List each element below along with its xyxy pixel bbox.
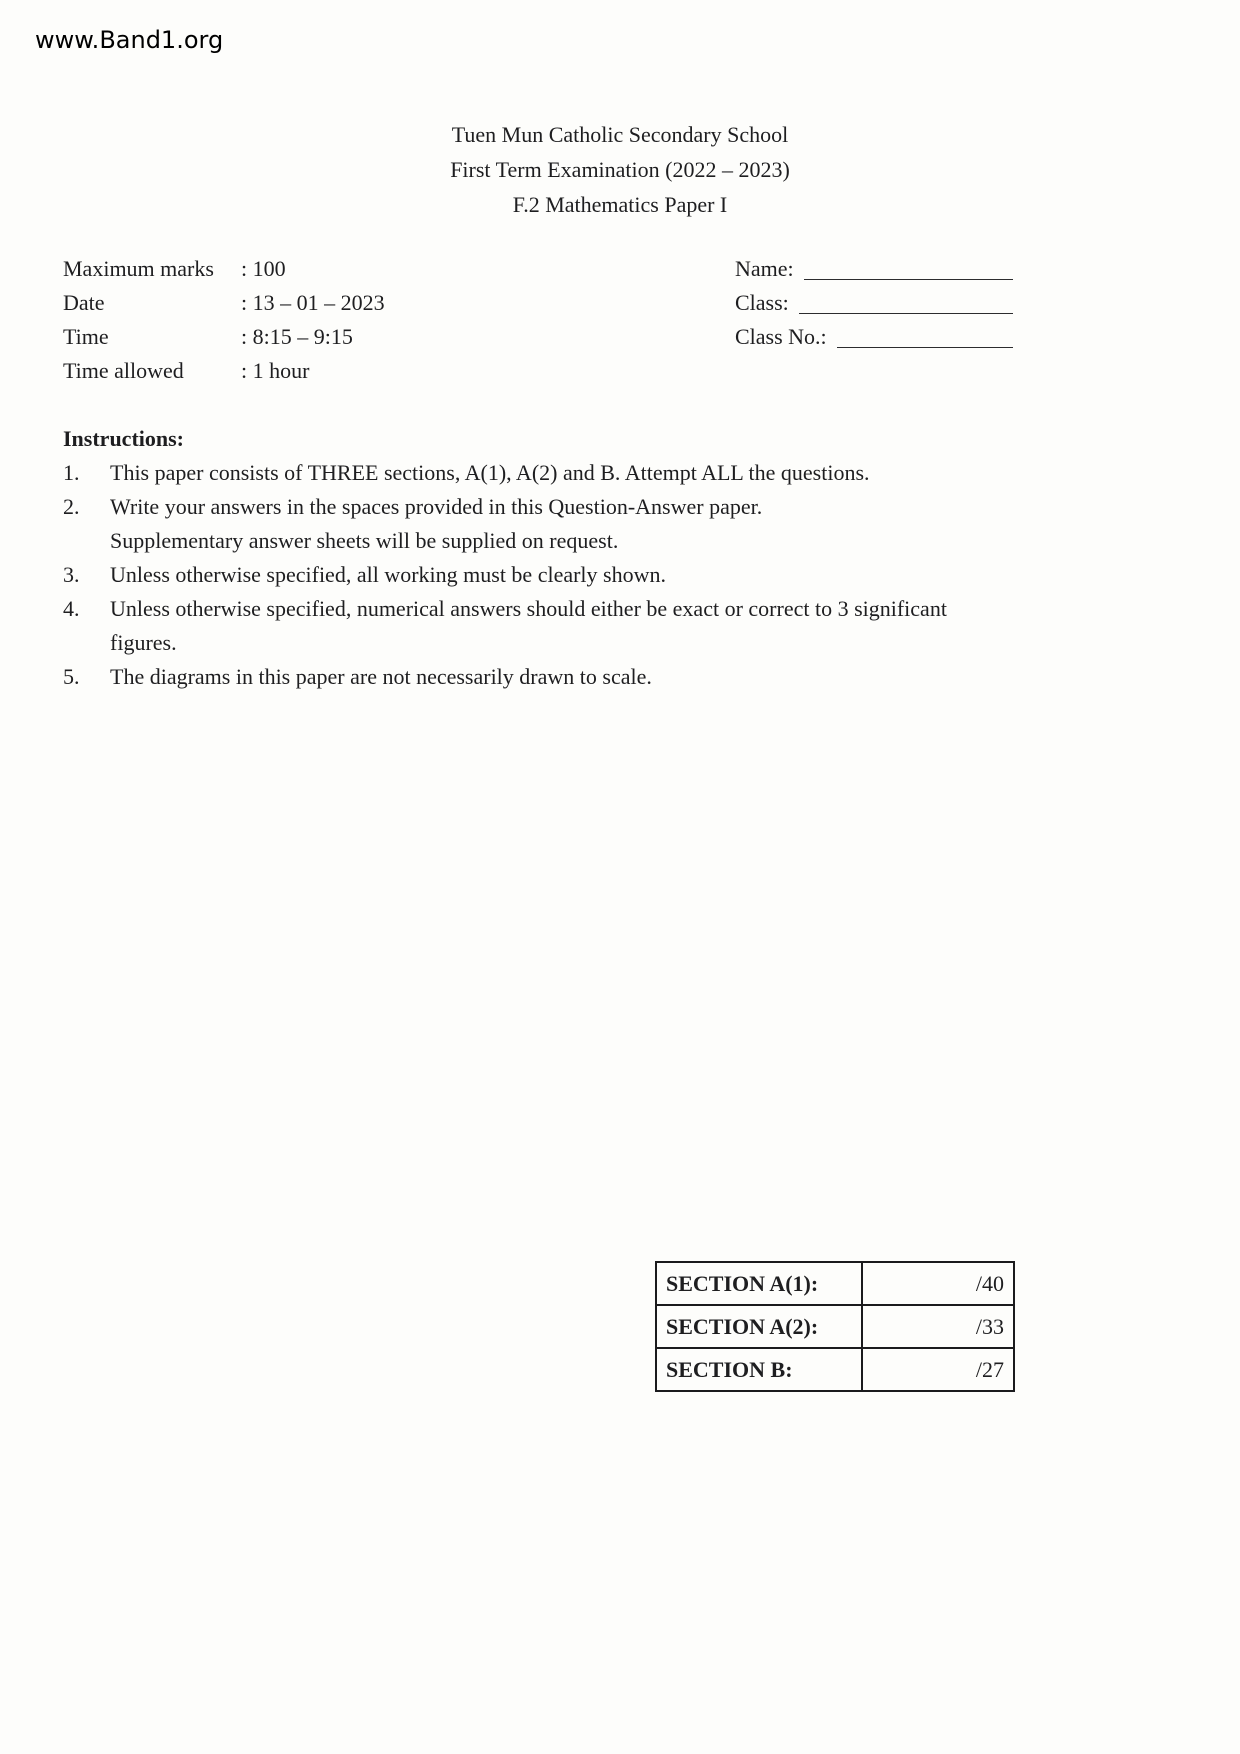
name-field-label: Name: xyxy=(735,256,794,281)
info-label: Time allowed xyxy=(63,358,184,383)
instruction-line: figures. xyxy=(110,630,177,655)
info-value: : 1 hour xyxy=(241,358,310,383)
instruction-number: 2. xyxy=(63,494,80,519)
exam-info-block xyxy=(63,252,385,388)
class-fill-in-line xyxy=(799,286,1013,314)
school-name: Tuen Mun Catholic Secondary School xyxy=(451,122,789,147)
instruction-item-4 xyxy=(63,592,978,660)
table-row-section-a2 xyxy=(656,1305,1014,1348)
instruction-line: Unless otherwise specified, all working must be clearly shown. xyxy=(110,562,666,587)
info-label: Date xyxy=(63,290,105,315)
instructions-section xyxy=(63,422,978,694)
section-a2-score: /33 xyxy=(862,1305,1014,1348)
info-label: Maximum marks xyxy=(63,256,214,281)
table-row-section-a1 xyxy=(656,1262,1014,1305)
instruction-line: Unless otherwise specified, numerical answers should either be exact or correct to 3 significant xyxy=(110,596,947,621)
instruction-text xyxy=(110,660,978,694)
info-row-time xyxy=(63,320,385,354)
section-a1-score: /40 xyxy=(862,1262,1014,1305)
instructions-heading: Instructions: xyxy=(63,426,185,451)
instruction-text xyxy=(110,592,978,660)
instruction-line: Write your answers in the spaces provided in this Question-Answer paper. xyxy=(110,494,763,519)
instruction-number: 5. xyxy=(63,664,80,689)
class-field-row xyxy=(735,286,1013,320)
info-row-date xyxy=(63,286,385,320)
instruction-item-3 xyxy=(63,558,978,592)
instruction-text xyxy=(110,490,978,558)
class-no-fill-in-line xyxy=(837,320,1013,348)
info-value: : 8:15 – 9:15 xyxy=(241,324,353,349)
name-field-row xyxy=(735,252,1013,286)
info-row-maximum-marks xyxy=(63,252,385,286)
instruction-line: Supplementary answer sheets will be supplied on request. xyxy=(110,528,619,553)
section-a1-label: SECTION A(1): xyxy=(656,1262,862,1305)
class-no-field-label: Class No.: xyxy=(735,324,827,349)
instruction-number: 4. xyxy=(63,596,80,621)
instruction-line: This paper consists of THREE sections, A(1), A(2) and B. Attempt ALL the questions. xyxy=(110,460,870,485)
info-value: : 13 – 01 – 2023 xyxy=(241,290,385,315)
instruction-number: 1. xyxy=(63,460,80,485)
student-fields-block xyxy=(735,252,1013,354)
section-a2-label: SECTION A(2): xyxy=(656,1305,862,1348)
exam-title: First Term Examination (2022 – 2023) xyxy=(450,157,790,182)
instruction-text xyxy=(110,456,978,490)
section-b-score: /27 xyxy=(862,1348,1014,1391)
class-no-field-row xyxy=(735,320,1013,354)
instruction-item-2 xyxy=(63,490,978,558)
table-row-section-b xyxy=(656,1348,1014,1391)
class-field-label: Class: xyxy=(735,290,789,315)
info-value: : 100 xyxy=(241,256,286,281)
instruction-item-5 xyxy=(63,660,978,694)
paper-title: F.2 Mathematics Paper I xyxy=(512,192,728,217)
info-label: Time xyxy=(63,324,109,349)
info-row-time-allowed xyxy=(63,354,385,388)
instruction-number: 3. xyxy=(63,562,80,587)
title-block xyxy=(0,117,1240,222)
name-fill-in-line xyxy=(804,252,1013,280)
instruction-item-1 xyxy=(63,456,978,490)
instruction-text xyxy=(110,558,978,592)
watermark-url: www.Band1.org xyxy=(35,26,224,54)
score-table xyxy=(655,1261,1015,1392)
instruction-line: The diagrams in this paper are not necessarily drawn to scale. xyxy=(110,664,652,689)
section-b-label: SECTION B: xyxy=(656,1348,862,1391)
